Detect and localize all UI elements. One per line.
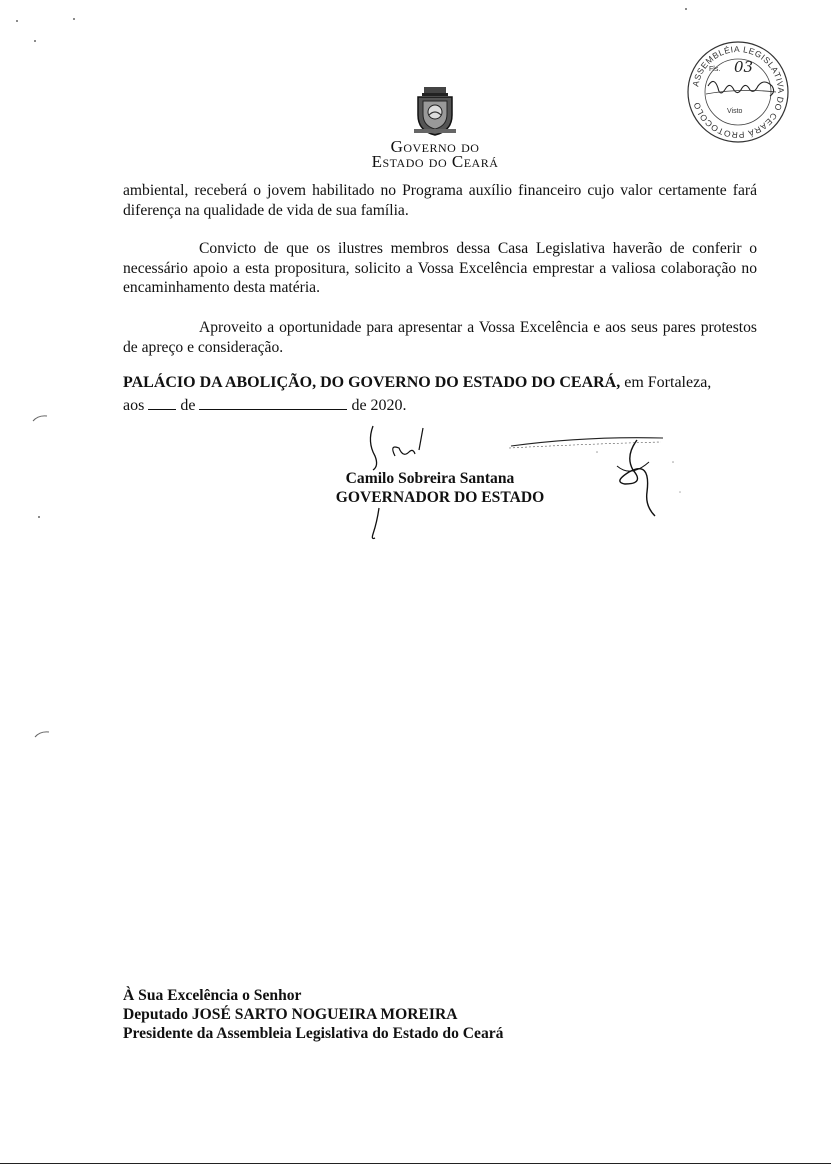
paragraph-benefit: ambiental, receberá o jovem habilitado no Programa auxílio financeiro cujo valor certamente fará diferença na qualidade de vida de sua família. xyxy=(123,182,757,219)
margin-mark xyxy=(34,730,50,738)
government-header-line1: Governo do xyxy=(390,137,480,156)
signatory-name: Camilo Sobreira Santana xyxy=(345,470,515,487)
scan-speck xyxy=(73,18,75,20)
day-blank xyxy=(148,395,176,410)
month-blank xyxy=(199,395,347,410)
date-line xyxy=(123,395,407,415)
paragraph-closing-greetings: Aproveito a oportunidade para apresentar a Vossa Excelência e aos seus pares protestos de apreço e consideração. xyxy=(123,319,757,356)
stamp-handwritten-signature xyxy=(700,74,780,104)
place-bold: PALÁCIO DA ABOLIÇÃO, DO GOVERNO DO ESTADO DO CEARÁ, xyxy=(123,374,621,391)
scan-speck xyxy=(685,8,687,10)
date-de: de xyxy=(180,397,196,414)
stamp-ring-text: ASSEMBLÉIA LEGISLATIVA DO CEARÁ PROTOCOLO xyxy=(690,43,787,141)
place-line xyxy=(123,373,757,393)
date-aos: aos xyxy=(123,397,145,414)
addressee-name: Deputado JOSÉ SARTO NOGUEIRA MOREIRA xyxy=(123,1006,458,1023)
date-year: de 2020. xyxy=(351,397,407,414)
stamp-fls-label: Fls. xyxy=(709,66,721,73)
scan-speck xyxy=(34,40,36,42)
margin-mark xyxy=(32,414,48,422)
scan-speck xyxy=(16,20,18,22)
stamp-page-number: 03 xyxy=(734,58,754,76)
state-coat-of-arms-icon xyxy=(412,85,458,137)
signatory-title: GOVERNADOR DO ESTADO xyxy=(335,489,545,506)
scan-speck xyxy=(38,516,40,518)
addressee-salutation: À Sua Excelência o Senhor xyxy=(123,987,302,1004)
stamp-visto-label: Visto xyxy=(727,108,743,115)
place-rest: em Fortaleza, xyxy=(620,374,712,391)
addressee-position: Presidente da Assembleia Legislativa do Estado do Ceará xyxy=(123,1025,504,1042)
government-header-line2: Estado do Ceará xyxy=(371,152,499,171)
paragraph-request-support: Convicto de que os ilustres membros dessa Casa Legislativa haverão de conferir o necessário apoio a esta propositura, solicito a Vossa Excelência emprestar a valiosa colaboração no encaminhamento desta matéria. xyxy=(123,240,757,296)
footer-rule xyxy=(0,1163,831,1164)
